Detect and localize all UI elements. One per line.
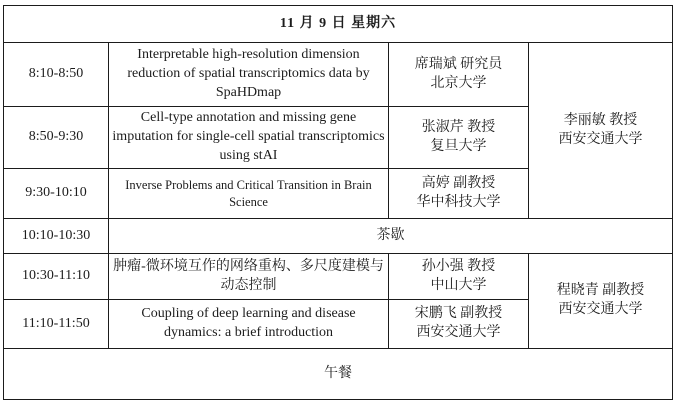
talk-title: 肿瘤-微环境互作的网络重构、多尺度建模与动态控制 — [109, 254, 389, 300]
speaker-affiliation: 华中科技大学 — [416, 194, 501, 210]
time-slot: 8:10-8:50 — [4, 43, 109, 107]
table-row-talk-4 — [4, 254, 673, 300]
talk-title: Inverse Problems and Critical Transition in Brain Science — [109, 169, 389, 219]
speaker-affiliation: 北京大学 — [430, 75, 487, 91]
talk-title: Interpretable high-resolution dimension reduction of spatial transcriptomics data by SpaHDmap — [109, 43, 389, 107]
time-slot: 10:30-11:10 — [4, 254, 109, 300]
speaker-affiliation: 中山大学 — [430, 277, 487, 293]
chair-name: 李丽敏 教授 — [563, 112, 638, 128]
schedule-table — [3, 5, 673, 400]
tea-break-label: 茶歇 — [109, 219, 673, 254]
table-row-talk-1 — [4, 43, 673, 107]
speaker-cell — [389, 43, 529, 107]
table-row-lunch — [4, 349, 673, 400]
speaker-name: 席瑞斌 研究员 — [414, 56, 503, 72]
speaker-name: 高婷 副教授 — [421, 175, 496, 191]
session-chair-cell — [529, 254, 673, 349]
time-slot: 10:10-10:30 — [4, 219, 109, 254]
speaker-affiliation: 复旦大学 — [430, 138, 487, 154]
table-row-date — [4, 6, 673, 43]
time-slot: 11:10-11:50 — [4, 300, 109, 349]
speaker-name: 宋鹏飞 副教授 — [414, 306, 503, 322]
time-slot: 8:50-9:30 — [4, 107, 109, 169]
date-header: 11 月 9 日 星期六 — [4, 6, 673, 43]
speaker-cell — [389, 169, 529, 219]
lunch-label: 午餐 — [4, 349, 673, 400]
chair-affiliation: 西安交通大学 — [558, 302, 643, 317]
talk-title: Cell-type annotation and missing gene imputation for single-cell spatial transcriptomics using stAI — [109, 107, 389, 169]
speaker-cell — [389, 107, 529, 169]
chair-affiliation: 西安交通大学 — [558, 131, 643, 147]
session-chair-cell — [529, 43, 673, 219]
speaker-cell — [389, 254, 529, 300]
speaker-name: 孙小强 教授 — [421, 258, 496, 274]
time-slot: 9:30-10:10 — [4, 169, 109, 219]
speaker-cell — [389, 300, 529, 349]
table-row-tea-break — [4, 219, 673, 254]
speaker-affiliation: 西安交通大学 — [416, 325, 501, 340]
chair-name: 程晓青 副教授 — [556, 283, 645, 299]
talk-title: Coupling of deep learning and disease dynamics: a brief introduction — [109, 300, 389, 349]
speaker-name: 张淑芹 教授 — [421, 119, 496, 135]
